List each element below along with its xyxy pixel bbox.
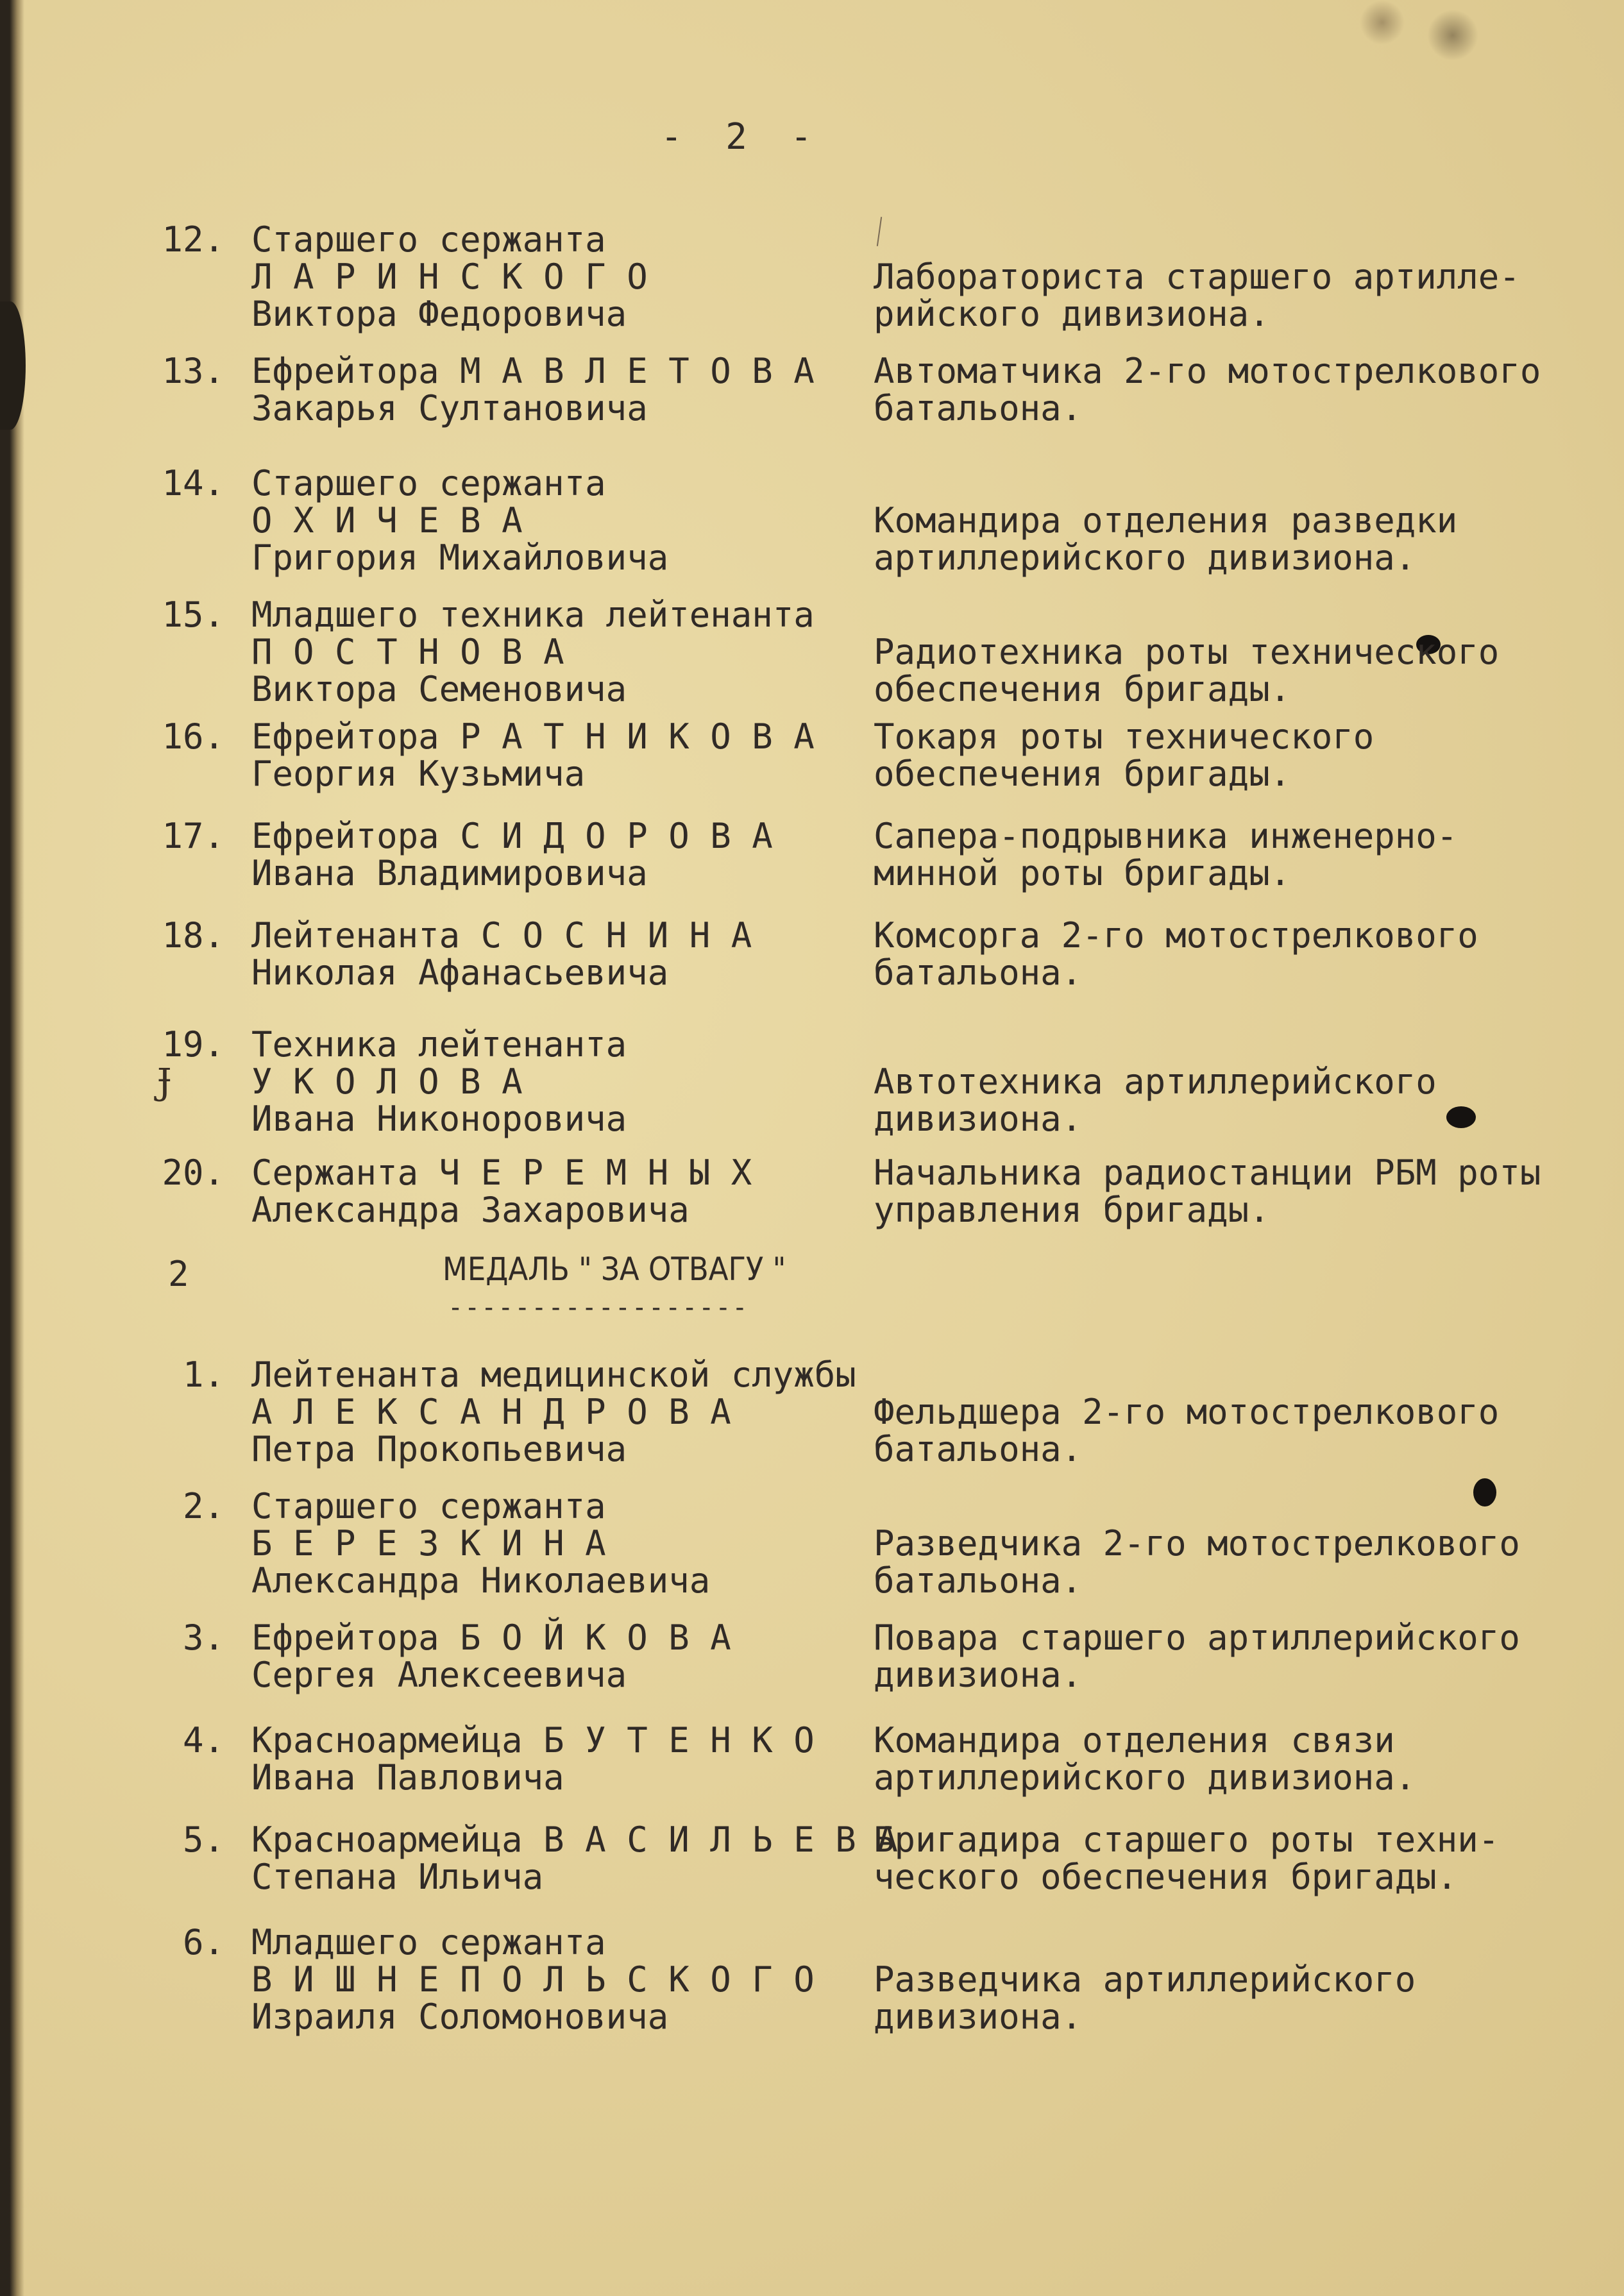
- duty-line: дивизиона.: [874, 1655, 1083, 1695]
- duty-line: батальона.: [874, 388, 1083, 428]
- entry-duty: [874, 596, 1499, 708]
- duty-line: дивизиона.: [874, 1996, 1083, 2037]
- handwritten-mark: Ɉ: [157, 1061, 172, 1103]
- name-line: Техника лейтенанта: [251, 1024, 627, 1065]
- duty-line: управления бригады.: [874, 1190, 1270, 1230]
- entry-name: [251, 1924, 815, 2036]
- entry-number: 15.: [162, 595, 224, 635]
- entry-number: 14.: [162, 463, 224, 503]
- duty-line: Разведчика 2-го мотострелкового: [874, 1523, 1520, 1564]
- name-line: Сержанта Ч Е Р Е М Н Ы Х: [251, 1152, 752, 1193]
- duty-line: [874, 596, 1499, 634]
- duty-line: [874, 465, 1457, 502]
- entry-name: [251, 465, 668, 577]
- entry-name: [251, 1356, 856, 1468]
- entry-number: 1.: [182, 1355, 224, 1395]
- duty-line: Лабораториста старшего артилле-: [874, 257, 1520, 297]
- duty-line: артиллерийского дивизиона.: [874, 537, 1416, 578]
- entry-number: 20.: [162, 1152, 224, 1193]
- paper-stain: [1427, 10, 1478, 61]
- name-line: Израиля Соломоновича: [251, 1996, 669, 2037]
- duty-line: Разведчика артиллерийского: [874, 1959, 1416, 2000]
- duty-line: Автотехника артиллерийского: [874, 1061, 1437, 1102]
- name-line: Сергея Алексеевича: [251, 1655, 627, 1695]
- entry-name: [251, 917, 752, 992]
- page-number: - 2 -: [661, 116, 813, 158]
- entry-name: [251, 818, 773, 892]
- entry-name: [251, 596, 815, 708]
- duty-line: обеспечения бригады.: [874, 669, 1291, 709]
- duty-line: Токаря роты технического: [874, 716, 1374, 757]
- entry-duty: [874, 1821, 1499, 1896]
- name-line: О Х И Ч Е В А: [251, 500, 523, 541]
- duty-line: [874, 1356, 1499, 1394]
- entry-name: [251, 1821, 898, 1896]
- duty-line: [874, 1488, 1520, 1525]
- name-line: Красноармейца Б У Т Е Н К О: [251, 1720, 815, 1760]
- duty-line: [874, 1924, 1416, 1961]
- entry-duty: [874, 818, 1457, 892]
- entry-name: [251, 1619, 731, 1694]
- name-line: Старшего сержанта: [251, 463, 606, 503]
- name-line: Петра Прокопьевича: [251, 1429, 627, 1469]
- duty-line: батальона.: [874, 1429, 1083, 1469]
- name-line: Ефрейтора Р А Т Н И К О В А: [251, 716, 815, 757]
- duty-line: дивизиона.: [874, 1099, 1083, 1139]
- entry-number: 13.: [162, 351, 224, 391]
- name-line: Виктора Семеновича: [251, 669, 627, 709]
- name-line: Николая Афанасьевича: [251, 952, 669, 993]
- entry-duty: [874, 1026, 1437, 1138]
- duty-line: [874, 1026, 1437, 1063]
- name-line: У К О Л О В А: [251, 1061, 523, 1102]
- entry-duty: [874, 465, 1457, 577]
- duty-line: обеспечения бригады.: [874, 754, 1291, 794]
- name-line: Л А Р И Н С К О Г О: [251, 257, 648, 297]
- entry-duty: [874, 1619, 1520, 1694]
- name-line: Лейтенанта С О С Н И Н А: [251, 915, 752, 956]
- name-line: Григория Михайловича: [251, 537, 669, 578]
- entry-duty: [874, 917, 1478, 992]
- duty-line: Бригадира старшего роты техни-: [874, 1819, 1500, 1860]
- entry-number: 3.: [182, 1617, 224, 1658]
- entry-number: 19.: [162, 1024, 224, 1065]
- entry-number: 18.: [162, 915, 224, 956]
- entry-number: 5.: [182, 1819, 224, 1860]
- entry-name: [251, 353, 815, 427]
- entry-duty: [874, 1722, 1416, 1796]
- name-line: Старшего сержанта: [251, 1486, 606, 1526]
- duty-line: батальона.: [874, 1560, 1083, 1601]
- entry-number: 16.: [162, 716, 224, 757]
- duty-line: Сапера-подрывника инженерно-: [874, 816, 1458, 856]
- name-line: Старшего сержанта: [251, 219, 606, 260]
- name-line: Георгия Кузьмича: [251, 754, 586, 794]
- entry-name: [251, 1488, 710, 1600]
- section-underline: ------------------: [448, 1293, 749, 1322]
- name-line: Александра Николаевича: [251, 1560, 711, 1601]
- duty-line: рийского дивизиона.: [874, 294, 1270, 334]
- entry-name: [251, 1722, 815, 1796]
- entry-duty: [874, 1488, 1520, 1600]
- duty-line: Начальника радиостанции РБМ роты: [874, 1152, 1541, 1193]
- name-line: Младшего техника лейтенанта: [251, 595, 815, 635]
- duty-line: ческого обеспечения бригады.: [874, 1857, 1458, 1897]
- ink-blot: [1446, 1106, 1476, 1128]
- name-line: Александра Захаровича: [251, 1190, 689, 1230]
- name-line: Ивана Никоноровича: [251, 1099, 627, 1139]
- entry-duty: [874, 1924, 1416, 2036]
- entry-number: 2.: [182, 1486, 224, 1526]
- entry-duty: [874, 1356, 1499, 1468]
- entry-duty: [874, 221, 1520, 333]
- name-line: Закарья Султановича: [251, 388, 648, 428]
- entry-duty: [874, 718, 1374, 793]
- section-title: МЕДАЛЬ " ЗА ОТВАГУ ": [443, 1251, 786, 1288]
- duty-line: минной роты бригады.: [874, 853, 1291, 893]
- duty-line: Командира отделения связи: [874, 1720, 1395, 1760]
- duty-line: Фельдшера 2-го мотострелкового: [874, 1392, 1500, 1432]
- name-line: Б Е Р Е З К И Н А: [251, 1523, 606, 1564]
- duty-line: Радиотехника роты технического: [874, 632, 1500, 672]
- entry-duty: [874, 1154, 1541, 1229]
- name-line: Ивана Павловича: [251, 1757, 564, 1798]
- entry-name: [251, 1154, 752, 1229]
- duty-line: Автоматчика 2-го мотострелкового: [874, 351, 1541, 391]
- name-line: Ефрейтора Б О Й К О В А: [251, 1617, 731, 1658]
- section-number: 2: [168, 1254, 189, 1294]
- duty-line: Комсорга 2-го мотострелкового: [874, 915, 1478, 956]
- entry-number: 17.: [162, 816, 224, 856]
- entry-name: [251, 221, 648, 333]
- duty-line: Командира отделения разведки: [874, 500, 1458, 541]
- name-line: А Л Е К С А Н Д Р О В А: [251, 1392, 731, 1432]
- name-line: Ефрейтора С И Д О Р О В А: [251, 816, 773, 856]
- paper-stain: [1360, 0, 1405, 45]
- name-line: П О С Т Н О В А: [251, 632, 564, 672]
- duty-line: Повара старшего артиллерийского: [874, 1617, 1520, 1658]
- entry-number: 12.: [162, 219, 224, 260]
- name-line: Красноармейца В А С И Л Ь Е В А: [251, 1819, 898, 1860]
- name-line: В И Ш Н Е П О Л Ь С К О Г О: [251, 1959, 815, 2000]
- entry-number: 4.: [182, 1720, 224, 1760]
- name-line: Лейтенанта медицинской службы: [251, 1355, 856, 1395]
- duty-line: батальона.: [874, 952, 1083, 993]
- duty-line: артиллерийского дивизиона.: [874, 1757, 1416, 1798]
- duty-line: [874, 221, 1520, 258]
- name-line: Ивана Владимировича: [251, 853, 648, 893]
- name-line: Младшего сержанта: [251, 1922, 606, 1963]
- name-line: Виктора Федоровича: [251, 294, 627, 334]
- name-line: Ефрейтора М А В Л Е Т О В А: [251, 351, 815, 391]
- name-line: Степана Ильича: [251, 1857, 544, 1897]
- entry-duty: [874, 353, 1541, 427]
- entry-number: 6.: [182, 1922, 224, 1963]
- entry-name: [251, 1026, 627, 1138]
- entry-name: [251, 718, 815, 793]
